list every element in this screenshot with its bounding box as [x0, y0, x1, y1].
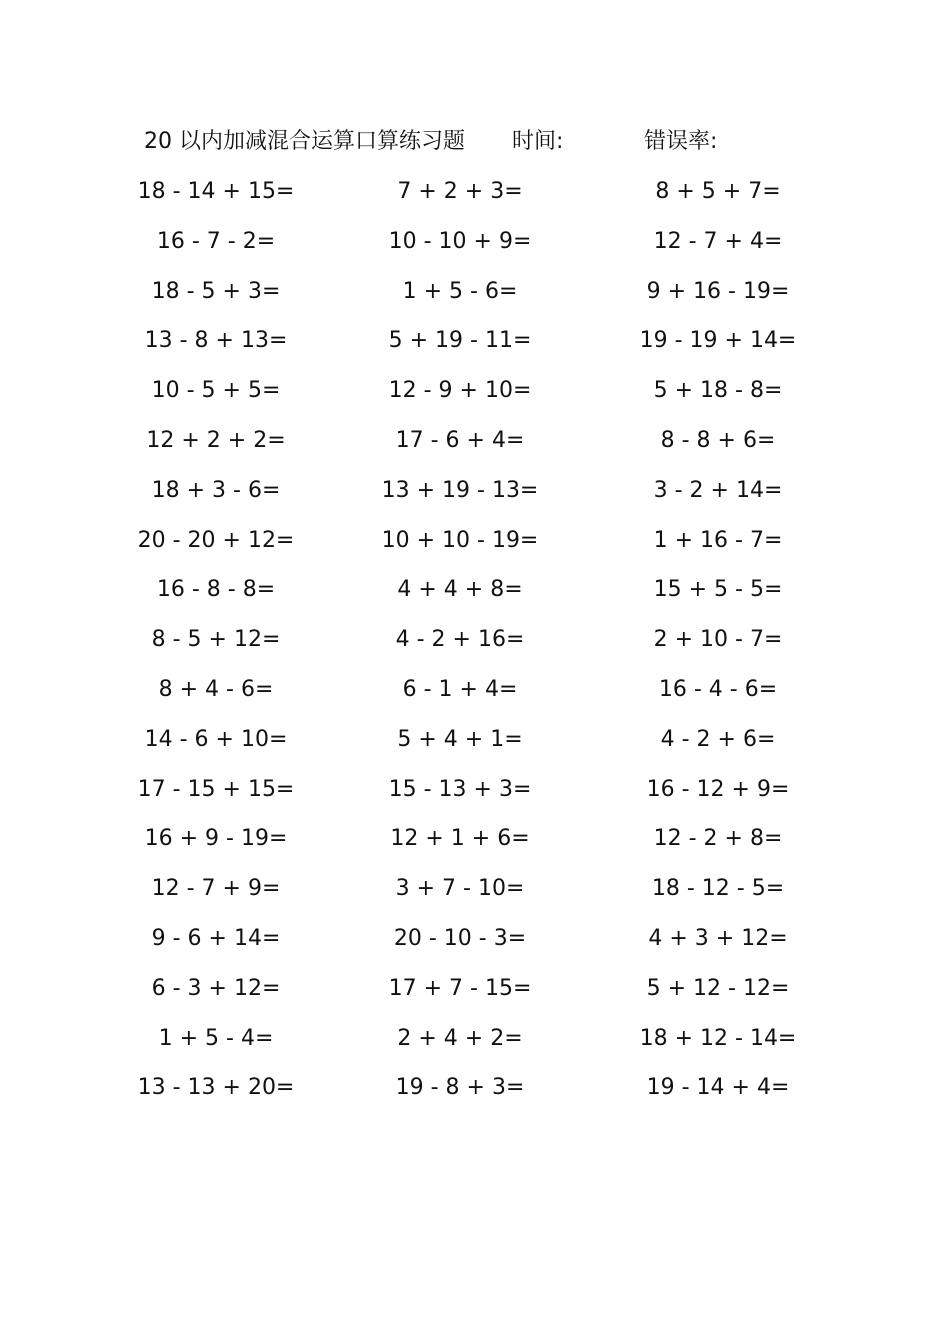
exercise-problem: 8 + 4 - 6= [158, 676, 274, 702]
worksheet-title: 20 以内加减混合运算口算练习题 [144, 129, 465, 154]
exercise-problem: 3 - 2 + 14= [653, 477, 783, 503]
exercise-row [0, 869, 950, 919]
exercise-problem: 18 - 14 + 15= [137, 179, 295, 204]
exercise-problem: 13 - 13 + 20= [137, 1075, 295, 1101]
exercise-grid [0, 172, 950, 1118]
exercise-problem: 16 - 8 - 8= [156, 577, 276, 603]
exercise-row [0, 819, 950, 869]
exercise-problem: 1 + 5 - 4= [158, 1025, 274, 1051]
exercise-problem: 20 - 10 - 3= [393, 925, 527, 951]
exercise-row [0, 670, 950, 720]
exercise-problem: 10 - 5 + 5= [151, 378, 281, 404]
exercise-problem: 4 - 2 + 6= [660, 726, 776, 752]
exercise-row [0, 371, 950, 421]
exercise-problem: 16 + 9 - 19= [144, 826, 288, 852]
exercise-problem: 4 + 4 + 8= [397, 577, 523, 603]
exercise-problem: 2 + 4 + 2= [397, 1025, 523, 1051]
exercise-problem: 15 + 5 - 5= [653, 577, 783, 603]
exercise-row [0, 919, 950, 969]
exercise-problem: 16 - 4 - 6= [658, 676, 778, 702]
time-label: 时间: [512, 129, 564, 154]
exercise-row [0, 272, 950, 322]
exercise-problem: 5 + 4 + 1= [397, 726, 523, 752]
exercise-problem: 12 + 2 + 2= [146, 427, 286, 453]
exercise-problem: 7 + 2 + 3= [397, 179, 523, 204]
exercise-problem: 12 - 7 + 4= [653, 228, 783, 254]
exercise-row [0, 720, 950, 770]
exercise-problem: 18 - 12 - 5= [651, 876, 785, 902]
exercise-problem: 13 - 8 + 13= [144, 328, 288, 354]
exercise-problem: 12 + 1 + 6= [390, 826, 530, 852]
exercise-problem: 5 + 18 - 8= [653, 378, 783, 404]
exercise-problem: 6 - 3 + 12= [151, 975, 281, 1001]
exercise-problem: 3 + 7 - 10= [395, 876, 525, 902]
exercise-problem: 18 + 3 - 6= [151, 477, 281, 503]
exercise-row [0, 471, 950, 521]
exercise-row [0, 421, 950, 471]
exercise-row [0, 172, 950, 222]
exercise-problem: 1 + 16 - 7= [653, 527, 783, 553]
exercise-problem: 17 - 6 + 4= [395, 427, 525, 453]
exercise-problem: 9 + 16 - 19= [646, 278, 790, 304]
exercise-problem: 5 + 19 - 11= [388, 328, 532, 354]
exercise-row [0, 570, 950, 620]
exercise-problem: 10 - 10 + 9= [388, 228, 532, 254]
exercise-problem: 19 - 8 + 3= [395, 1075, 525, 1101]
exercise-problem: 18 - 5 + 3= [151, 278, 281, 304]
exercise-problem: 8 + 5 + 7= [655, 179, 781, 204]
worksheet-header [144, 124, 844, 160]
exercise-problem: 17 + 7 - 15= [388, 975, 532, 1001]
exercise-problem: 8 - 5 + 12= [151, 627, 281, 653]
exercise-problem: 18 + 12 - 14= [639, 1025, 797, 1051]
exercise-problem: 1 + 5 - 6= [402, 278, 518, 304]
exercise-problem: 6 - 1 + 4= [402, 676, 518, 702]
exercise-problem: 10 + 10 - 19= [381, 527, 539, 553]
exercise-problem: 16 - 7 - 2= [156, 228, 276, 254]
exercise-problem: 16 - 12 + 9= [646, 776, 790, 802]
exercise-row [0, 222, 950, 272]
exercise-problem: 15 - 13 + 3= [388, 776, 532, 802]
exercise-row [0, 620, 950, 670]
error-rate-label: 错误率: [644, 129, 718, 154]
exercise-row [0, 770, 950, 820]
exercise-row [0, 1068, 950, 1118]
exercise-problem: 9 - 6 + 14= [151, 925, 281, 951]
exercise-problem: 5 + 12 - 12= [646, 975, 790, 1001]
exercise-row [0, 1019, 950, 1069]
exercise-row [0, 321, 950, 371]
exercise-problem: 20 - 20 + 12= [137, 527, 295, 553]
exercise-problem: 12 - 2 + 8= [653, 826, 783, 852]
exercise-problem: 4 + 3 + 12= [648, 925, 788, 951]
exercise-problem: 12 - 7 + 9= [151, 876, 281, 902]
exercise-row [0, 521, 950, 571]
exercise-problem: 2 + 10 - 7= [653, 627, 783, 653]
exercise-problem: 14 - 6 + 10= [144, 726, 288, 752]
exercise-problem: 19 - 14 + 4= [646, 1075, 790, 1101]
exercise-problem: 19 - 19 + 14= [639, 328, 797, 354]
exercise-problem: 17 - 15 + 15= [137, 776, 295, 802]
exercise-row [0, 969, 950, 1019]
exercise-problem: 12 - 9 + 10= [388, 378, 532, 404]
exercise-problem: 4 - 2 + 16= [395, 627, 525, 653]
exercise-problem: 8 - 8 + 6= [660, 427, 776, 453]
exercise-problem: 13 + 19 - 13= [381, 477, 539, 503]
